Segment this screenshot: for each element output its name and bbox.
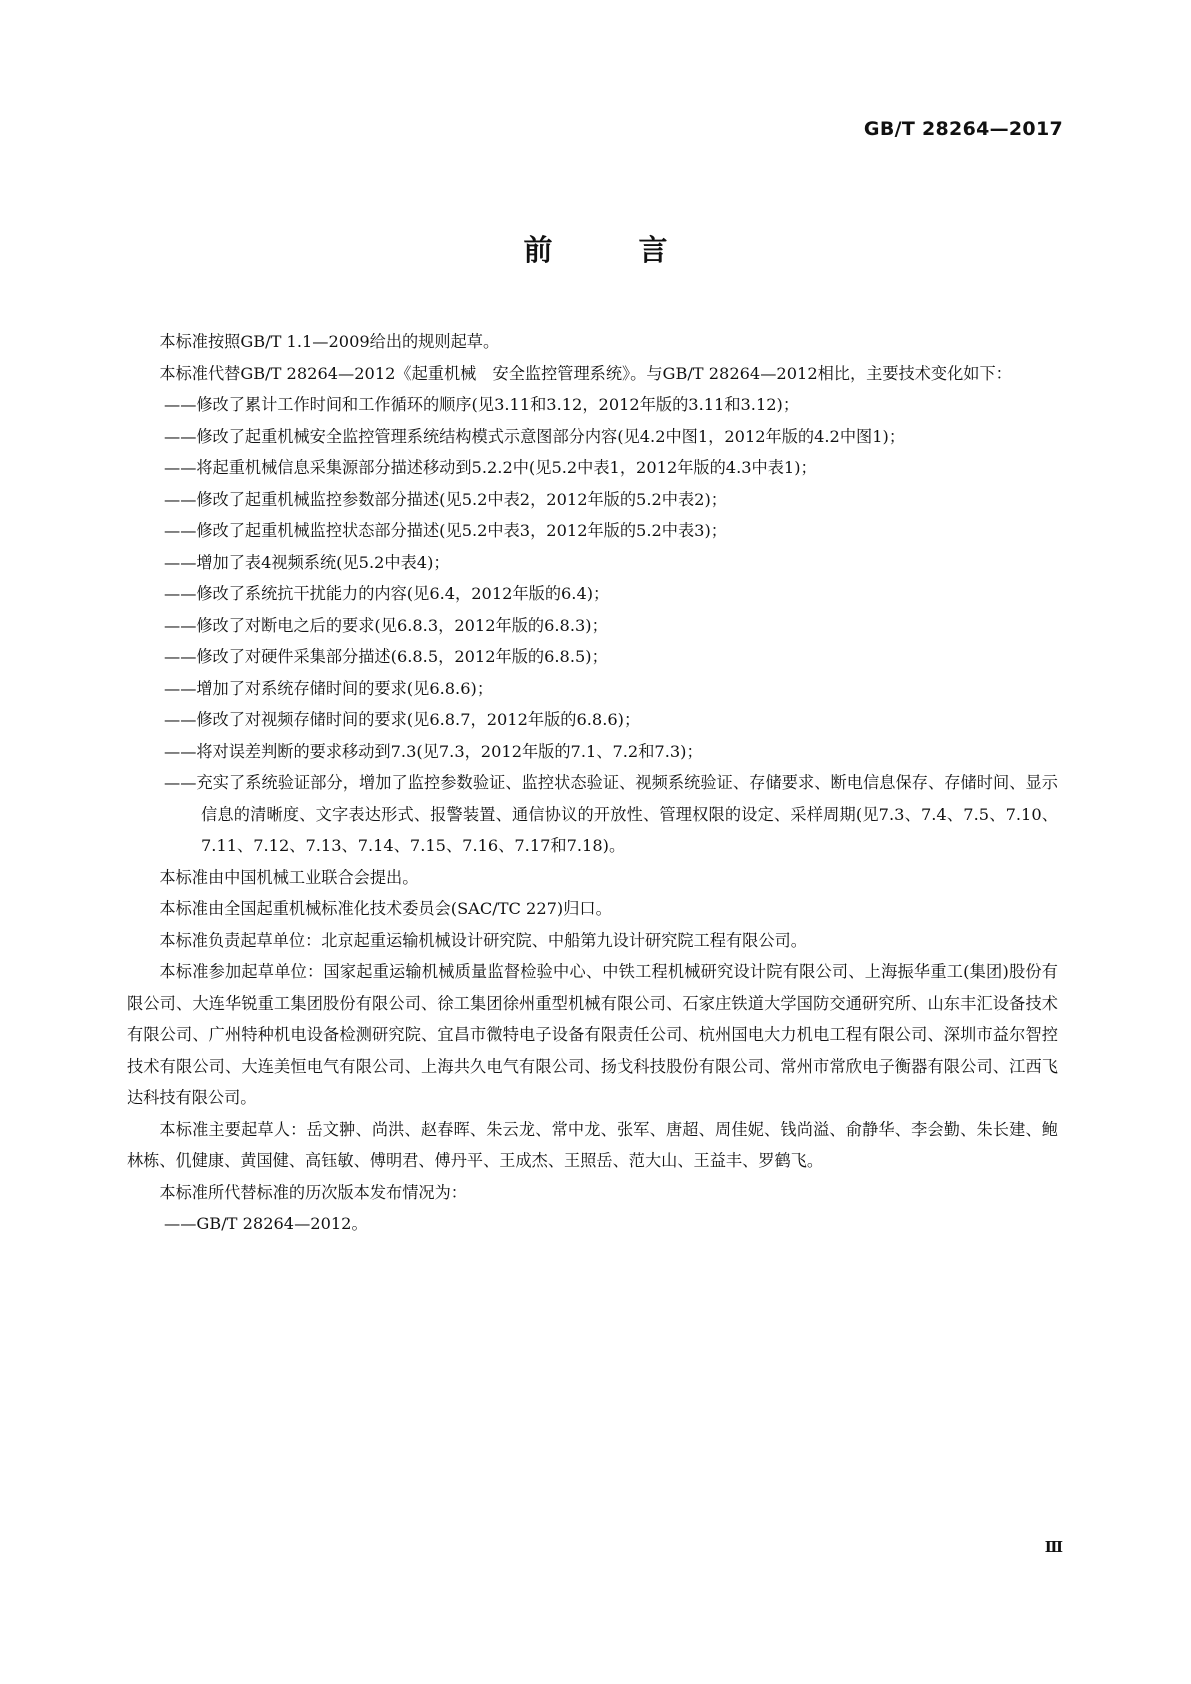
list-item: ——将起重机械信息采集源部分描述移动到5.2.2中(见5.2中表1，2012年版的4.3中表1)； — [164, 458, 817, 477]
list-item: ——修改了对硬件采集部分描述(6.8.5，2012年版的6.8.5)； — [164, 647, 608, 666]
document-code: GB/T 28264—2017 — [863, 118, 1063, 140]
list-item: ——修改了起重机械安全监控管理系统结构模式示意图部分内容(见4.2中图1，2012年版的4.2中图1)； — [164, 426, 906, 446]
paragraph-participating-drafters: 本标准参加起草单位：国家起重运输机械质量监督检验中心、中铁工程机械研究设计院有限公司、上海振华重工(集团)股份有限公司、大连华锐重工集团股份有限公司、徐工集团徐州重型机械有限公司、石家庄铁道大学国防交通研究所、山东丰汇设备技术有限公司、广州特种机电设备检测研究院、宜昌市微特电子设备有限责任公司、杭州国电大力机电工程有限公司、深圳市益尔智控技术有限公司、大连美恒电气有限公司、上海共久电气有限公司、扬戈科技股份有限公司、常州市常欣电子衡器有限公司、江西飞达科技有限公司。 — [127, 962, 1058, 1107]
changes-list — [127, 389, 1058, 862]
list-item: ——充实了系统验证部分，增加了监控参数验证、监控状态验证、视频系统验证、存储要求、断电信息保存、存储时间、显示信息的清晰度、文字表达形式、报警装置、通信协议的开放性、管理权限的设定、采样周期(见7.3、7.4、7.5、7.10、7.11、7.12、7.13、7.14、7.15、7.16、7.17和7.18)。 — [164, 773, 1058, 855]
list-item: ——修改了系统抗干扰能力的内容(见6.4，2012年版的6.4)； — [164, 584, 610, 603]
paragraph-lead-drafters: 本标准负责起草单位：北京起重运输机械设计研究院、中船第九设计研究院工程有限公司。 — [159, 930, 807, 950]
list-item: ——修改了起重机械监控状态部分描述(见5.2中表3，2012年版的5.2中表3)； — [164, 521, 727, 540]
paragraph-drafting-rules: 本标准按照GB/T 1.1—2009给出的规则起草。 — [159, 332, 500, 351]
page-title: 前 言 — [523, 233, 706, 267]
list-item: ——修改了对断电之后的要求(见6.8.3，2012年版的6.8.3)； — [164, 615, 608, 635]
history-item: ——GB/T 28264—2012。 — [164, 1214, 368, 1233]
paragraph-history: 本标准所代替标准的历次版本发布情况为： — [159, 1182, 467, 1202]
list-item: ——增加了表4视频系统(见5.2中表4)； — [164, 552, 450, 572]
paragraph-replacement: 本标准代替GB/T 28264—2012《起重机械 安全监控管理系统》。与GB/T 28264—2012相比，主要技术变化如下： — [159, 363, 1012, 383]
paragraph-proposer: 本标准由中国机械工业联合会提出。 — [159, 867, 419, 887]
list-item: ——修改了累计工作时间和工作循环的顺序(见3.11和3.12，2012年版的3.11和3.12)； — [164, 395, 800, 414]
paragraph-main-drafters: 本标准主要起草人：岳文翀、尚洪、赵春晖、朱云龙、常中龙、张军、唐超、周佳妮、钱尚溢、俞静华、李会勤、朱长建、鲍林栋、仉健康、黄国健、高钰敏、傅明君、傅丹平、王成杰、王照岳、范大山、王益丰、罗鹤飞。 — [127, 1119, 1058, 1170]
list-item: ——修改了对视频存储时间的要求(见6.8.7，2012年版的6.8.6)； — [164, 710, 641, 729]
list-item: ——增加了对系统存储时间的要求(见6.8.6)； — [164, 678, 494, 698]
foreword-body — [127, 326, 1058, 1240]
list-item: ——修改了起重机械监控参数部分描述(见5.2中表2，2012年版的5.2中表2)； — [164, 489, 727, 509]
page-number: Ⅲ — [1044, 1538, 1063, 1556]
paragraph-committee: 本标准由全国起重机械标准化技术委员会(SAC/TC 227)归口。 — [159, 899, 612, 918]
list-item: ——将对误差判断的要求移动到7.3(见7.3，2012年版的7.1、7.2和7.3)； — [164, 741, 703, 761]
